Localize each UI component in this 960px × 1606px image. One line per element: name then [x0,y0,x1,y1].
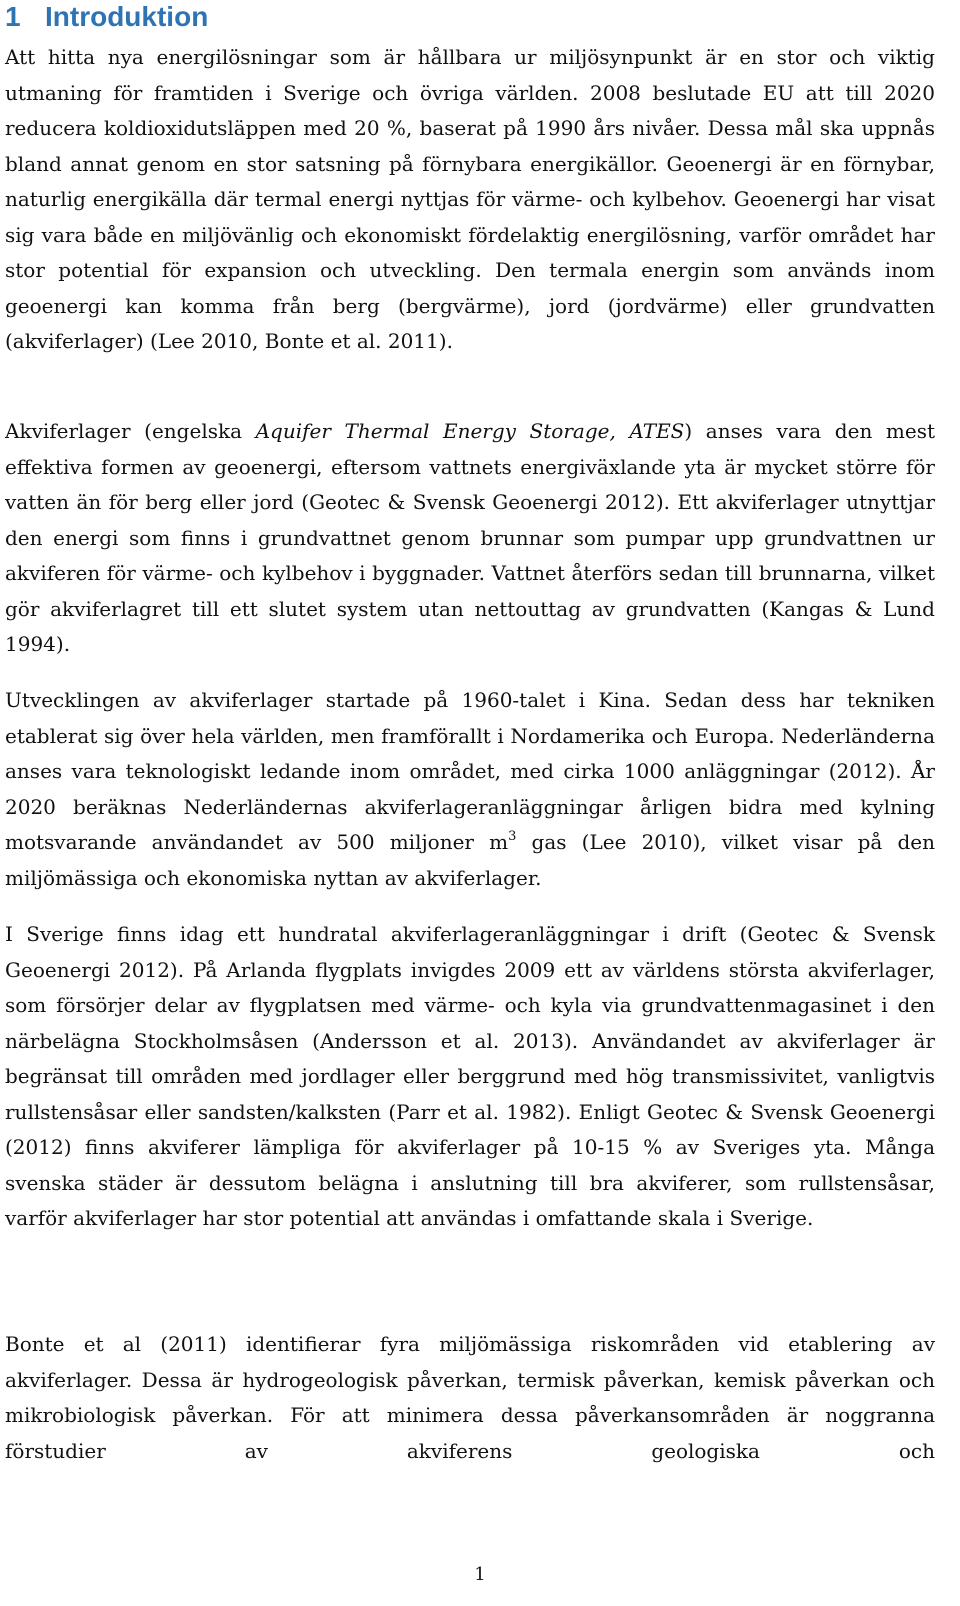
paragraph-text: Utvecklingen av akviferlager startade på 1960-talet i Kina. Sedan dess har tekniken etablerat sig över hela världen, men framförallt i Nordamerika och Europa. Nederländerna anses vara teknologiskt ledande inom området, med cirka 1000 anläggningar (2012). År 2020 beräknas Nederländernas akviferlageranläggningar årligen bidra med kylning motsvarande användandet av 500 miljoner m [5,688,935,854]
italic-term: Aquifer Thermal Energy Storage, ATES [255,419,685,443]
paragraph-sweden [5,917,935,1237]
paragraph-text: ) anses vara den mest effektiva formen av geoenergi, eftersom vattnets energiväxlande yta är mycket större för vatten än för berg eller jord (Geotec & Svensk Geoenergi 2012). Ett akviferlager utnyttjar den energi som finns i grundvattnet genom brunnar som pumpar upp grundvattnen ur akviferen för värme- och kylbehov i byggnader. Vattnet återförs sedan till brunnarna, vilket gör akviferlagret till ett slutet system utan nettouttag av grundvatten (Kangas & Lund 1994). [5,419,936,656]
paragraph-text: gas (Lee 2010), vilket visar på den miljömässiga och ekonomiska nyttan av akviferlager. [5,830,935,890]
paragraph-ates [5,414,935,663]
paragraph-text: I Sverige finns idag ett hundratal akviferlageranläggningar i drift (Geotec & Svensk Geoenergi 2012). På Arlanda flygplats invigdes 2009 ett av världens största akviferlager, som försörjer delar av flygplatsen med värme- och kyla via grundvattenmagasinet i den närbelägna Stockholmsåsen (Andersson et al. 2013). Användandet av akviferlager är begränsat till områden med jordlager eller berggrund med hög transmissivitet, vanligtvis rullstensåsar eller sandsten/kalksten (Parr et al. 1982). Enligt Geotec & Svensk Geoenergi (2012) finns akviferer lämpliga för akviferlager på 10-15 % av Sveriges yta. Många svenska städer är dessutom belägna i anslutning till bra akviferer, som rullstensåsar, varför akviferlager har stor potential att användas i omfattande skala i Sverige. [5,922,935,1230]
superscript: 3 [508,829,517,845]
paragraph-text: Akviferlager (engelska [5,419,256,443]
paragraph-text: Bonte et al (2011) identifierar fyra miljömässiga riskområden vid etablering av akviferlager. Dessa är hydrogeologisk påverkan, termisk påverkan, kemisk påverkan och mikrobiologisk påverkan. För att minimera dessa påverkansområden är noggranna förstudier av akviferens geologiska och [5,1332,935,1463]
section-title: Introduktion [45,1,209,32]
page-number: 1 [474,1564,486,1585]
paragraph-risks [5,1327,935,1469]
section-heading [5,0,208,34]
section-number: 1 [5,1,21,32]
paragraph-history [5,683,935,896]
paragraph-text: Att hitta nya energilösningar som är hållbara ur miljösynpunkt är en stor och viktig utmaning för framtiden i Sverige och övriga världen. 2008 beslutade EU att till 2020 reducera koldioxidutsläppen med 20 %, baserat på 1990 års nivåer. Dessa mål ska uppnås bland annat genom en stor satsning på förnybara energikällor. Geoenergi är en förnybar, naturlig energikälla där termal energi nyttjas för värme- och kylbehov. Geoenergi har visat sig vara både en miljövänlig och ekonomiskt fördelaktig energilösning, varför området har stor potential för expansion och utveckling. Den termala energin som används inom geoenergi kan komma från berg (bergvärme), jord (jordvärme) eller grundvatten (akviferlager) (Lee 2010, Bonte et al. 2011). [5,45,935,353]
paragraph-intro [5,40,935,360]
